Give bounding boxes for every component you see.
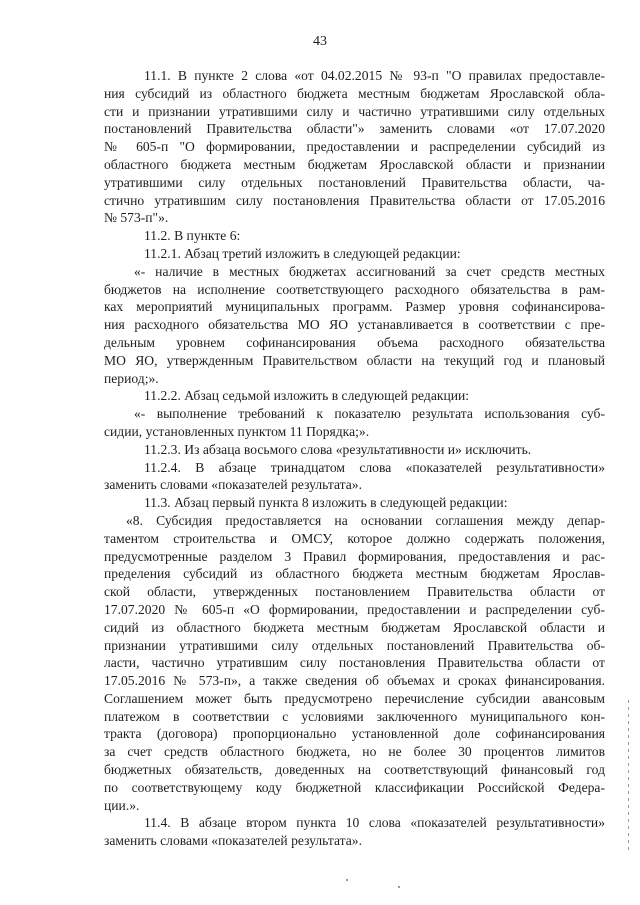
text-line: № 605-п "О формировании, предоставлении и распределении субсидий из [104,139,605,155]
text-line: ния субсидий из областного бюджета местным бюджетам Ярославской обла- [104,85,605,101]
text-line: постановлений Правительства области"» заменить словами «от 17.07.2020 [104,121,605,137]
text-line: «8. Субсидия предоставляется на основании соглашения между депар- [126,512,605,528]
text-line: стично утратившим силу постановления Правительства области от 17.05.2016 [104,192,605,208]
text-line: период;». [104,370,159,386]
text-line: ния расходного обязательства МО ЯО устанавливается в соответствии с пре- [104,317,605,333]
scan-margin-mark [628,700,629,850]
text-line: областного бюджета местным бюджетам Ярославской области и признании [104,156,605,172]
text-line: признании утратившими силу отдельных постановлений Правительства об- [104,637,605,653]
text-line: утратившими силу отдельных постановлений Правительства области, ча- [104,174,605,190]
text-line: Соглашением может быть предусмотрено перечисление субсидии авансовым [104,690,605,706]
text-line: по соответствующему коду бюджетной классификации Российской Федера- [104,779,605,795]
text-line: предусмотренные разделом 3 Правил формирования, предоставления и рас- [104,548,605,564]
text-line: 11.2.3. Из абзаца восьмого слова «результативности и» исключить. [144,441,532,457]
text-line: ской области, утвержденных постановлением Правительства области от [104,584,605,600]
text-line: «- выполнение требований к показателю результата использования суб- [134,406,605,422]
scan-speck [346,879,348,881]
text-line: 11.2.4. В абзаце тринадцатом слова «показателей результативности» [144,459,605,475]
text-line: сидии, установленных пунктом 11 Порядка;». [104,423,370,439]
text-line: платежом в соответствии с условиями заключенного муниципального кон- [104,708,605,724]
text-line: № 573-п"». [104,210,169,226]
page-number: 43 [313,34,327,49]
text-line: тракта (договора) пропорционально установленной доле софинансирования [104,726,605,742]
text-line: 17.07.2020 № 605-п «О формировании, предоставлении и распределении суб- [104,601,605,617]
text-line: МО ЯО, утвержденным Правительством области на текущий год и плановый [104,352,605,368]
text-line: 11.2. В пункте 6: [144,228,241,244]
text-line: бюджетов на исполнение соответствующего расходного обязательства в рам- [104,281,605,297]
text-line: сти и признании утратившими силу и частично утратившими силу отдельных [104,103,605,119]
text-line: 11.3. Абзац первый пункта 8 изложить в следующей редакции: [144,495,508,511]
text-line: 11.2.2. Абзац седьмой изложить в следующей редакции: [144,388,470,404]
text-line: ках мероприятий муниципальных программ. Размер уровня софинансирова- [104,299,605,315]
text-line: за счет средств областного бюджета, но не более 30 процентов лимитов [104,744,605,760]
text-line: пределения субсидий из областного бюджета местным бюджетам Ярослав- [104,566,605,582]
text-line: ласти, частично утратившим силу постановления Правительства области от [104,655,605,671]
text-line: сидий из областного бюджета местным бюджетам Ярославской области и [104,619,605,635]
text-line: «- наличие в местных бюджетах ассигнований за счет средств местных [134,263,605,279]
text-line: бюджетных обязательств, доведенных на соответствующий финансовый год [104,762,605,778]
text-line: 11.4. В абзаце втором пункта 10 слова «показателей результативности» [144,815,605,831]
text-line: таментом строительства и ОМСУ, которое должно содержать положения, [104,530,605,546]
text-line: 17.05.2016 № 573-п», а также сведения об объемах и сроках финансирования. [104,673,605,689]
scan-speck [398,886,400,888]
text-line: заменить словами «показателей результата». [104,477,362,493]
text-line: 11.1. В пункте 2 слова «от 04.02.2015 № 93-п "О правилах предоставле- [144,68,605,83]
document-body [104,67,605,850]
text-line: дельным уровнем софинансирования объема расходного обязательства [104,334,605,350]
text-line: заменить словами «показателей результата». [104,833,362,849]
text-line: ции.». [104,797,140,813]
text-line: 11.2.1. Абзац третий изложить в следующей редакции: [144,245,461,261]
